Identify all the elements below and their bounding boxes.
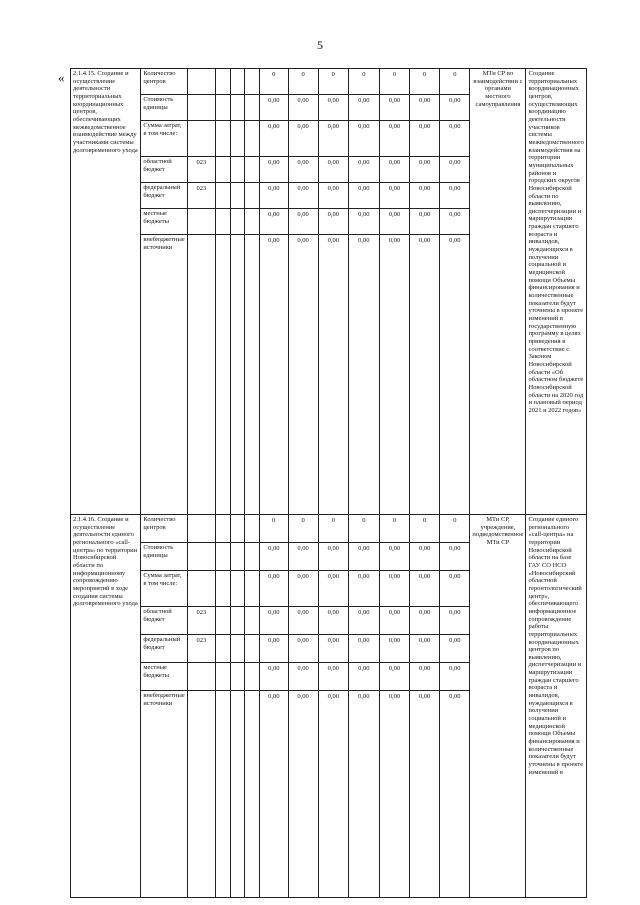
table-row: [71, 515, 640, 543]
value-cell: 0: [440, 69, 470, 95]
empty-cell: [215, 663, 230, 691]
budget-code-cell: [187, 663, 215, 691]
empty-cell: [230, 691, 245, 898]
value-cell: 0,00: [288, 95, 318, 121]
measure-name-cell: 2.1.4.15. Создание и осуществление деятельности территориальных координационных центров, обеспечивающих межведомственное взаимодействие между участниками системы долговременного ухода: [71, 69, 141, 515]
value-cell: 0: [410, 515, 440, 543]
budget-code-cell: 023: [187, 157, 215, 183]
value-cell: 0,00: [318, 235, 348, 515]
empty-cell: [215, 183, 230, 209]
value-cell: 0,00: [318, 209, 348, 235]
empty-cell: [215, 209, 230, 235]
value-cell: 0: [260, 515, 288, 543]
responsible-cell: МТи СР во взаимодействии с органами местного самоуправления: [470, 69, 526, 515]
value-cell: 0,00: [260, 121, 288, 157]
value-cell: 0,00: [288, 607, 318, 635]
value-cell: 0,00: [379, 607, 409, 635]
value-cell: 0,00: [260, 635, 288, 663]
empty-cell: [245, 209, 260, 235]
value-cell: 0,00: [260, 607, 288, 635]
indicator-label: Стоимость единицы: [141, 543, 187, 571]
value-cell: 0,00: [440, 209, 470, 235]
value-cell: 0,00: [348, 95, 379, 121]
indicator-label: Сумма затрат, в том числе:: [141, 121, 187, 157]
value-cell: 0,00: [410, 157, 440, 183]
empty-cell: [215, 121, 230, 157]
budget-code-cell: [187, 235, 215, 515]
value-cell: 0,00: [379, 209, 409, 235]
empty-cell: [230, 157, 245, 183]
value-cell: 0,00: [410, 571, 440, 607]
value-cell: 0,00: [318, 635, 348, 663]
empty-cell: [215, 235, 230, 515]
empty-cell: [245, 157, 260, 183]
value-cell: 0,00: [260, 663, 288, 691]
value-cell: 0,00: [440, 607, 470, 635]
empty-cell: [245, 543, 260, 571]
budget-code-cell: 023: [187, 607, 215, 635]
value-cell: 0,00: [318, 157, 348, 183]
value-cell: 0,00: [440, 543, 470, 571]
value-cell: 0,00: [379, 635, 409, 663]
value-cell: 0,00: [440, 183, 470, 209]
empty-cell: [245, 691, 260, 898]
empty-cell: [230, 95, 245, 121]
indicator-label: Количество центров: [141, 69, 187, 95]
value-cell: 0,00: [379, 543, 409, 571]
value-cell: 0: [288, 515, 318, 543]
empty-cell: [245, 663, 260, 691]
empty-cell: [245, 515, 260, 543]
empty-cell: [245, 571, 260, 607]
value-cell: 0,00: [440, 571, 470, 607]
budget-code-cell: [187, 515, 215, 543]
value-cell: 0,00: [379, 235, 409, 515]
note-cell: Создание территориальных координационных центров, осуществляющих координацию деятельности участников системы межведомственного взаимодействия на территории муниципальных районов и городских округов Новосибирской области по выявлению, диспетчеризации и маршрутизации граждан старшего возраста и инвалидов, нуждающихся в получении социальной и медицинской помощи Объемы финансирования и количественные показатели будут уточнены в проекте изменений в государственную программу в целях приведения в соответствие с Законом Новосибирской области «Об областном бюджете Новосибирской области на 2020 год и плановый период 2021 и 2022 годов»: [526, 69, 586, 515]
value-cell: 0: [379, 69, 409, 95]
value-cell: 0,00: [288, 121, 318, 157]
empty-cell: [215, 571, 230, 607]
value-cell: 0,00: [410, 235, 440, 515]
value-cell: 0,00: [348, 543, 379, 571]
value-cell: 0,00: [440, 635, 470, 663]
value-cell: 0,00: [288, 157, 318, 183]
empty-cell: [230, 663, 245, 691]
value-cell: 0,00: [348, 663, 379, 691]
indicator-label: федеральный бюджет: [141, 635, 187, 663]
value-cell: 0,00: [318, 183, 348, 209]
value-cell: 0,00: [379, 157, 409, 183]
value-cell: 0,00: [348, 691, 379, 898]
empty-cell: [245, 95, 260, 121]
empty-cell: [230, 543, 245, 571]
empty-cell: [230, 209, 245, 235]
budget-code-cell: 023: [187, 183, 215, 209]
value-cell: 0,00: [410, 691, 440, 898]
value-cell: 0,00: [379, 571, 409, 607]
value-cell: 0,00: [410, 183, 440, 209]
value-cell: 0: [440, 515, 470, 543]
empty-cell: [215, 543, 230, 571]
empty-cell: [230, 121, 245, 157]
indicator-label: Стоимость единицы: [141, 95, 187, 121]
value-cell: 0: [348, 515, 379, 543]
note-cell: Создание единого регионального «call-центра» на территории Новосибирской области на базе ГАУ СО НСО «Новосибирский областной геронтологический центр», обеспечивающего информационное сопровождение работы территориальных координационных центров по выявлению, диспетчеризации и маршрутизации граждан старшего возраста и инвалидов, нуждающихся в получении социальной и медицинской помощи Объемы финансирования и количественные показатели будут уточнены в проекте изменений в: [526, 515, 586, 898]
value-cell: 0,00: [348, 157, 379, 183]
empty-cell: [215, 157, 230, 183]
value-cell: 0: [379, 515, 409, 543]
value-cell: 0,00: [410, 209, 440, 235]
budget-code-cell: [187, 69, 215, 95]
value-cell: 0,00: [288, 663, 318, 691]
page-number: 5: [317, 38, 323, 52]
value-cell: 0,00: [379, 121, 409, 157]
empty-cell: [245, 607, 260, 635]
value-cell: 0,00: [348, 235, 379, 515]
empty-cell: [230, 635, 245, 663]
value-cell: 0,00: [348, 121, 379, 157]
indicator-label: федеральный бюджет: [141, 183, 187, 209]
value-cell: 0,00: [379, 691, 409, 898]
empty-cell: [215, 69, 230, 95]
indicator-label: внебюджетные источники: [141, 235, 187, 515]
value-cell: 0,00: [410, 663, 440, 691]
value-cell: 0,00: [260, 235, 288, 515]
budget-code-cell: 023: [187, 635, 215, 663]
budget-code-cell: [187, 571, 215, 607]
empty-cell: [245, 235, 260, 515]
indicator-label: областной бюджет: [141, 607, 187, 635]
responsible-cell: МТи СР, учреждение, подведомственное МТи СР: [470, 515, 526, 898]
indicator-label: областной бюджет: [141, 157, 187, 183]
value-cell: 0,00: [318, 663, 348, 691]
empty-cell: [215, 691, 230, 898]
indicator-label: Количество центров: [141, 515, 187, 543]
open-quote: «: [58, 70, 65, 85]
value-cell: 0,00: [288, 209, 318, 235]
value-cell: 0,00: [440, 95, 470, 121]
empty-cell: [230, 607, 245, 635]
value-cell: 0,00: [318, 691, 348, 898]
value-cell: 0,00: [260, 95, 288, 121]
empty-cell: [245, 69, 260, 95]
value-cell: 0,00: [260, 691, 288, 898]
value-cell: 0,00: [260, 209, 288, 235]
value-cell: 0,00: [440, 663, 470, 691]
budget-code-cell: [187, 691, 215, 898]
value-cell: 0,00: [318, 543, 348, 571]
value-cell: 0,00: [260, 543, 288, 571]
value-cell: 0,00: [318, 571, 348, 607]
empty-cell: [230, 571, 245, 607]
empty-cell: [215, 95, 230, 121]
budget-code-cell: [187, 121, 215, 157]
value-cell: 0,00: [348, 209, 379, 235]
value-cell: 0,00: [410, 121, 440, 157]
empty-cell: [245, 635, 260, 663]
value-cell: 0,00: [410, 95, 440, 121]
value-cell: 0,00: [440, 121, 470, 157]
value-cell: 0,00: [440, 691, 470, 898]
value-cell: 0: [348, 69, 379, 95]
value-cell: 0,00: [288, 183, 318, 209]
value-cell: 0,00: [260, 571, 288, 607]
empty-cell: [215, 635, 230, 663]
empty-cell: [245, 121, 260, 157]
value-cell: 0,00: [318, 607, 348, 635]
value-cell: 0,00: [288, 635, 318, 663]
value-cell: 0,00: [379, 663, 409, 691]
program-table: [70, 68, 640, 898]
empty-cell: [245, 183, 260, 209]
budget-code-cell: [187, 95, 215, 121]
value-cell: 0,00: [348, 635, 379, 663]
value-cell: 0,00: [288, 691, 318, 898]
value-cell: 0,00: [318, 95, 348, 121]
value-cell: 0,00: [260, 183, 288, 209]
indicator-label: Сумма затрат, в том числе:: [141, 571, 187, 607]
value-cell: 0,00: [410, 543, 440, 571]
budget-code-cell: [187, 209, 215, 235]
value-cell: 0: [260, 69, 288, 95]
value-cell: 0,00: [379, 183, 409, 209]
value-cell: 0: [410, 69, 440, 95]
empty-cell: [230, 183, 245, 209]
empty-cell: [215, 607, 230, 635]
empty-cell: [230, 235, 245, 515]
empty-cell: [230, 69, 245, 95]
value-cell: 0: [318, 69, 348, 95]
indicator-label: внебюджетные источники: [141, 691, 187, 898]
value-cell: 0,00: [348, 607, 379, 635]
value-cell: 0,00: [348, 571, 379, 607]
indicator-label: местные бюджеты: [141, 209, 187, 235]
empty-cell: [230, 515, 245, 543]
measure-name-cell: 2.1.4.16. Создание и осуществление деятельности единого регионального «call-центра» по территории Новосибирской области по информационному сопровождению мероприятий в ходе создания системы долговременного ухода: [71, 515, 141, 898]
value-cell: 0,00: [288, 571, 318, 607]
value-cell: 0,00: [288, 235, 318, 515]
value-cell: 0,00: [440, 235, 470, 515]
value-cell: 0,00: [260, 157, 288, 183]
value-cell: 0: [318, 515, 348, 543]
value-cell: 0,00: [348, 183, 379, 209]
empty-cell: [215, 515, 230, 543]
value-cell: 0: [288, 69, 318, 95]
table-row: [71, 69, 640, 95]
value-cell: 0,00: [410, 635, 440, 663]
indicator-label: местные бюджеты: [141, 663, 187, 691]
value-cell: 0,00: [440, 157, 470, 183]
budget-code-cell: [187, 543, 215, 571]
value-cell: 0,00: [379, 95, 409, 121]
value-cell: 0,00: [288, 543, 318, 571]
value-cell: 0,00: [318, 121, 348, 157]
value-cell: 0,00: [410, 607, 440, 635]
